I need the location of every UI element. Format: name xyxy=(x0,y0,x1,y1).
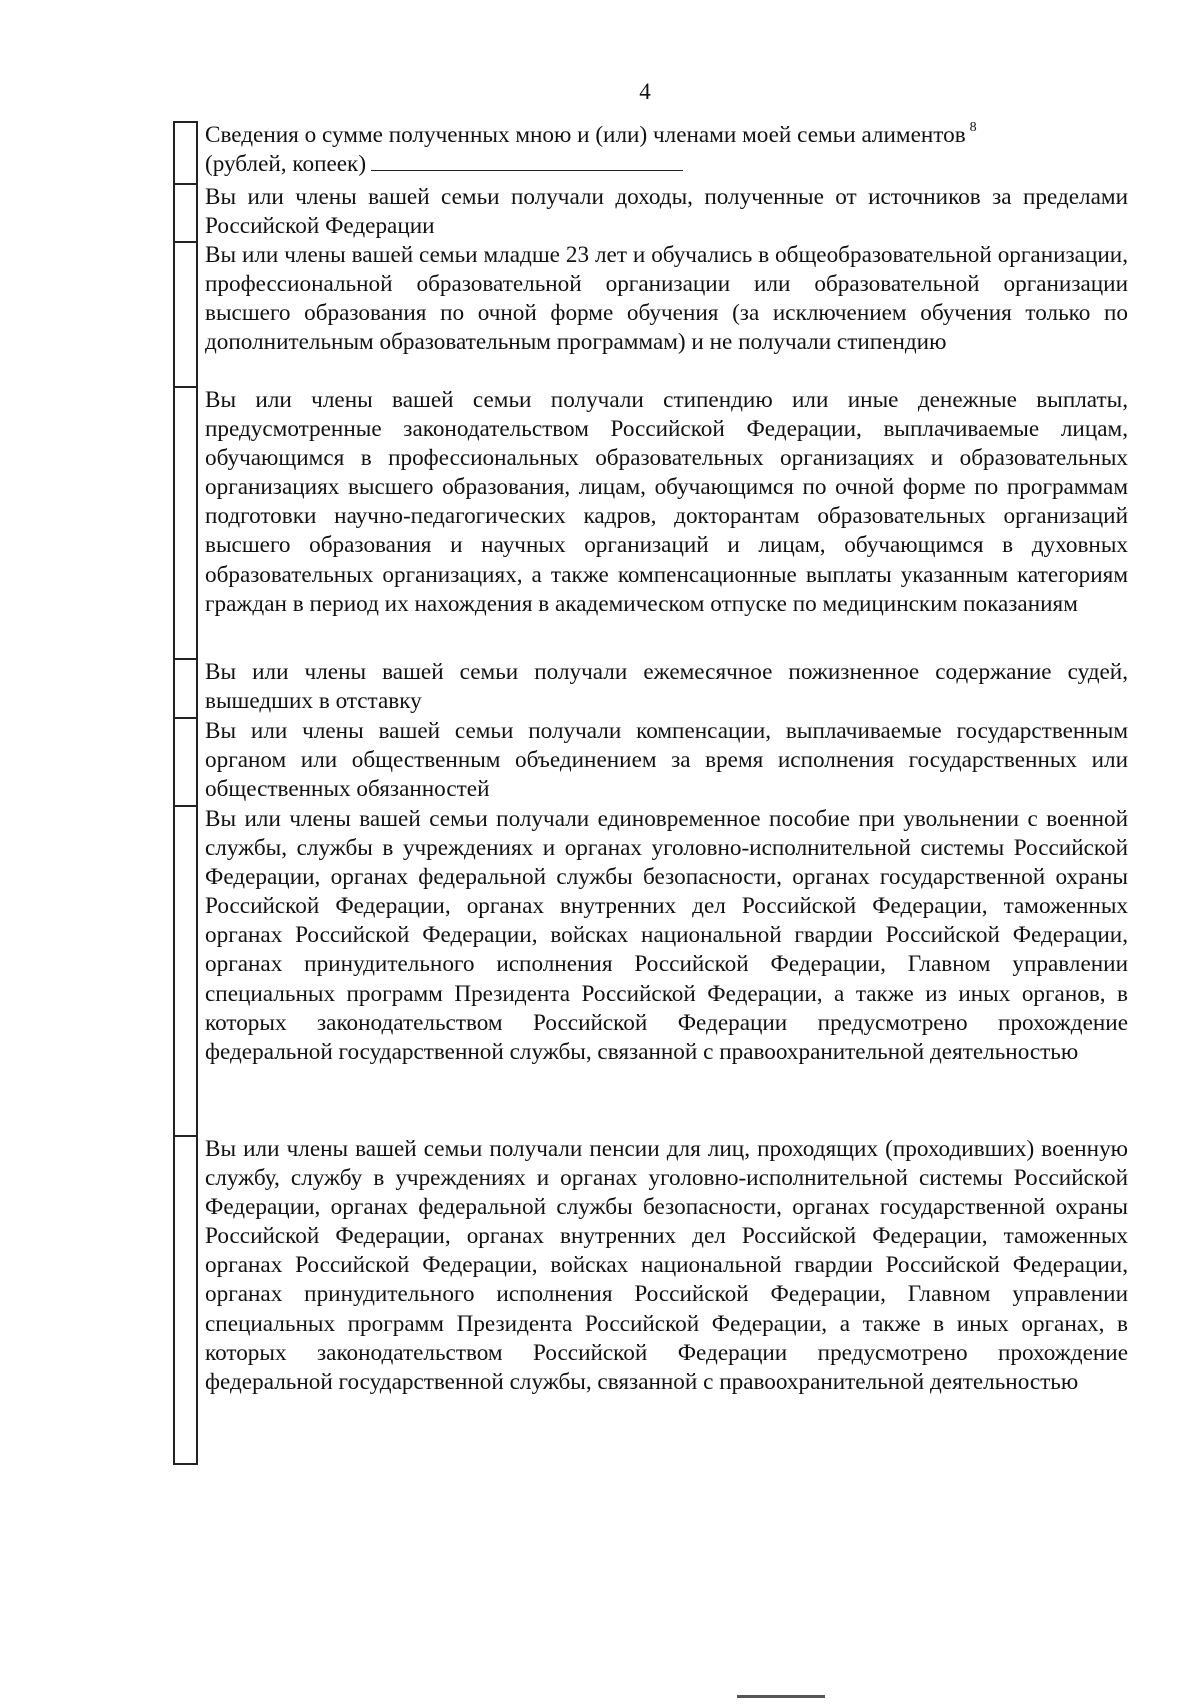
checkbox-alimony[interactable] xyxy=(173,121,198,183)
question-text-students-no-stipend: Вы или члены вашей семьи младше 23 лет и обучались в общеобразовательной организации, профессиональной образовательной организации или образовательной организации высшего образования по очной форме обучения (за исключением обучения только по дополнительным образовательным программам) и не получали стипендию xyxy=(205,242,1128,356)
question-row-students-no-stipend xyxy=(173,241,1128,386)
checkbox-compensation[interactable] xyxy=(173,717,198,805)
question-row-alimony xyxy=(173,121,1128,183)
question-row-pension xyxy=(173,1135,1128,1465)
checkbox-severance[interactable] xyxy=(173,805,198,1135)
questionnaire-table xyxy=(173,121,1128,1465)
question-row-foreign-income xyxy=(173,183,1128,241)
amount-label: (рублей, копеек) xyxy=(205,151,367,178)
question-text-alimony xyxy=(198,121,1128,183)
footnote-marker: 8 xyxy=(969,120,977,135)
checkbox-students-no-stipend[interactable] xyxy=(173,241,198,386)
question-row-stipend xyxy=(173,386,1128,658)
alimony-amount-field[interactable] xyxy=(371,150,683,171)
question-text-pension: Вы или члены вашей семьи получали пенсии для лиц, проходящих (проходивших) военную службу, службу в учреждениях и органах уголовно-исполнительной системы Российской Федерации, органах федеральной службы безопасности, органах государственной охраны Российской Федерации, органах внутренних дел Российской Федерации, таможенных органах Российской Федерации, войсках национальной гвардии Российской Федерации, органах принудительного исполнения Российской Федерации, Главном управлении специальных программ Президента Российской Федерации, а также в иных органах, в которых законодательством Российской Федерации предусмотрено прохождение федеральной государственной службы, связанной с правоохранительной деятельностью xyxy=(205,1136,1128,1395)
question-label: Сведения о сумме полученных мною и (или) членами моей семьи алиментов xyxy=(205,122,966,148)
checkbox-pension[interactable] xyxy=(173,1135,198,1465)
question-row-compensation xyxy=(173,717,1128,805)
page-number: 4 xyxy=(639,79,651,104)
scan-edge-mark xyxy=(737,1695,825,1698)
question-text-severance: Вы или члены вашей семьи получали единовременное пособие при увольнении с военной службы, службы в учреждениях и органах уголовно-исполнительной системы Российской Федерации, органах федеральной службы безопасности, органах государственной охраны Российской Федерации, органах внутренних дел Российской Федерации, таможенных органах Российской Федерации, войсках национальной гвардии Российской Федерации, органах принудительного исполнения Российской Федерации, Главном управлении специальных программ Президента Российской Федерации, а также из иных органов, в которых законодательством Российской Федерации предусмотрено прохождение федеральной государственной службы, связанной с правоохранительной деятельностью xyxy=(205,806,1128,1065)
question-row-judges-allowance xyxy=(173,658,1128,717)
checkbox-foreign-income[interactable] xyxy=(173,183,198,241)
question-text-judges-allowance: Вы или члены вашей семьи получали ежемесячное пожизненное содержание судей, вышедших в отставку xyxy=(205,659,1128,715)
checkbox-stipend[interactable] xyxy=(173,386,198,658)
question-text-stipend: Вы или члены вашей семьи получали стипендию или иные денежные выплаты, предусмотренные законодательством Российской Федерации, выплачиваемые лицам, обучающимся в профессиональных образовательных организациях и образовательных организациях высшего образования, лицам, обучающимся по очной форме по программам подготовки научно-педагогических кадров, докторантам образовательных организаций высшего образования и научных организаций и лицам, обучающимся в духовных образовательных организациях, а также компенсационные выплаты указанным категориям граждан в период их нахождения в академическом отпуске по медицинским показаниям xyxy=(205,387,1128,617)
question-row-severance xyxy=(173,805,1128,1135)
question-text-compensation: Вы или члены вашей семьи получали компенсации, выплачиваемые государственным органом или общественным объединением за время исполнения государственных или общественных обязанностей xyxy=(205,718,1128,803)
question-text-foreign-income: Вы или члены вашей семьи получали доходы, полученные от источников за пределами Российской Федерации xyxy=(205,184,1128,240)
checkbox-judges-allowance[interactable] xyxy=(173,658,198,717)
